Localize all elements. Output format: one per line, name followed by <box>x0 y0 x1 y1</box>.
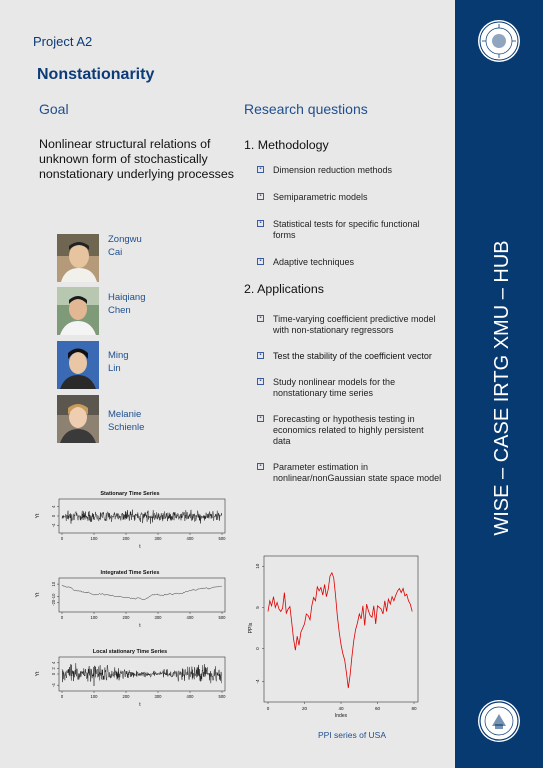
bullet-box-icon: ▪ <box>257 220 264 227</box>
sidebar-title: WISE – CASE IRTG XMU – HUB <box>491 240 513 536</box>
list-item: ▪ Statistical tests for specific functional forms <box>257 219 442 241</box>
person-photo-lin <box>57 341 99 389</box>
y-tick-label: 0 <box>51 672 56 676</box>
plot-frame <box>59 578 225 612</box>
y-tick-label: 4 <box>51 505 56 508</box>
list-item: ▪ Test the stability of the coefficient vector <box>257 351 442 362</box>
y-tick-label: 2 <box>51 667 56 670</box>
applications-list <box>257 314 442 484</box>
person-photo-schienle <box>57 395 99 443</box>
x-tick-label: 500 <box>218 615 226 620</box>
person-name-lin: Ming Lin <box>108 350 129 374</box>
x-tick-label: 0 <box>60 615 64 620</box>
ppi-series-line <box>268 573 412 688</box>
chart-stationary-svg <box>30 486 230 560</box>
ppi-caption: PPI series of USA <box>318 730 387 740</box>
x-tick-label: 400 <box>186 536 194 541</box>
section-applications-title: 2. Applications <box>244 282 324 296</box>
x-tick-label: 100 <box>90 536 98 541</box>
section-methodology-title: 1. Methodology <box>244 138 329 152</box>
chart-ppi-svg <box>244 552 424 718</box>
methodology-list <box>257 165 442 268</box>
x-axis-label: t <box>139 544 141 550</box>
bullet-box-icon: ▪ <box>257 463 264 470</box>
bullet-box-icon: ▪ <box>257 352 264 359</box>
x-tick-label: 0 <box>266 706 270 711</box>
person-photo-cai <box>57 234 99 282</box>
x-tick-label: 400 <box>186 615 194 620</box>
sidebar-title-area <box>456 206 542 570</box>
bullet-box-icon: ▪ <box>257 193 264 200</box>
y-tick-label: -4 <box>51 523 56 528</box>
x-tick-label: 200 <box>122 536 130 541</box>
x-tick-label: 300 <box>154 615 162 620</box>
list-item: ▪ Dimension reduction methods <box>257 165 442 176</box>
x-axis-label: t <box>139 702 141 708</box>
poster-title: Nonstationarity <box>37 66 155 83</box>
bullet-box-icon: ▪ <box>257 258 264 265</box>
university-seal-icon <box>478 20 520 62</box>
chart-local-svg <box>30 644 230 718</box>
chart-local <box>30 644 230 718</box>
y-tick-label: 0 <box>255 647 260 650</box>
x-tick-label: 60 <box>374 706 381 711</box>
list-item: ▪ Semiparametric models <box>257 192 442 203</box>
chart-integrated-svg <box>30 565 230 639</box>
bullet-box-icon: ▪ <box>257 166 264 173</box>
person-name-schienle: Melanie Schienle <box>108 409 145 433</box>
y-tick-label: 0 <box>51 514 56 518</box>
bullet-box-icon: ▪ <box>257 315 264 322</box>
y-tick-label: 4 <box>51 661 56 664</box>
xmu-seal-icon <box>478 700 520 742</box>
x-tick-label: 200 <box>122 694 130 699</box>
x-tick-label: 300 <box>154 694 162 699</box>
series-line <box>62 663 222 686</box>
x-tick-label: 0 <box>60 694 64 699</box>
y-tick-label: -20 <box>51 599 56 606</box>
list-item: ▪ Parameter estimation in nonlinear/nonGaussian state space model <box>257 462 442 484</box>
goal-heading: Goal <box>39 101 69 117</box>
x-tick-label: 80 <box>411 706 417 711</box>
y-axis-label: Yt <box>35 513 41 519</box>
bullet-box-icon: ▪ <box>257 378 264 385</box>
bullet-box-icon: ▪ <box>257 415 264 422</box>
y-tick-label: -10 <box>51 593 56 600</box>
person-name-cai: Zongwu Cai <box>108 234 142 258</box>
chart-title: Stationary Time Series <box>100 491 160 497</box>
y-axis-label: Yt <box>35 592 41 598</box>
plot-frame <box>264 556 418 702</box>
x-axis-label: Index <box>334 713 348 718</box>
x-tick-label: 100 <box>90 615 98 620</box>
x-tick-label: 500 <box>218 536 226 541</box>
x-tick-label: 300 <box>154 536 162 541</box>
y-axis-label: PPIs <box>248 622 254 634</box>
x-tick-label: 400 <box>186 694 194 699</box>
chart-ppi <box>244 552 424 718</box>
x-tick-label: 20 <box>301 706 308 711</box>
list-item: ▪ Time-varying coefficient predictive model with non-stationary regressors <box>257 314 442 336</box>
x-tick-label: 100 <box>90 694 98 699</box>
chart-integrated <box>30 565 230 639</box>
x-tick-label: 200 <box>122 615 130 620</box>
list-item: ▪ Study nonlinear models for the nonstationary time series <box>257 377 442 399</box>
research-heading: Research questions <box>244 101 368 117</box>
person-name-chen: Haiqiang Chen <box>108 292 146 316</box>
series-line <box>62 510 222 524</box>
y-axis-label: Yt <box>35 671 41 677</box>
y-tick-label: -4 <box>255 679 260 684</box>
project-label: Project A2 <box>33 34 93 49</box>
y-tick-label: 5 <box>255 606 260 609</box>
y-tick-label: 10 <box>255 563 260 569</box>
x-axis-label: t <box>139 623 141 629</box>
chart-title: Integrated Time Series <box>100 570 160 576</box>
goal-text: Nonlinear structural relations of unknown form of stochastically nonstationary underlying processes <box>39 137 234 181</box>
chart-title: Local stationary Time Series <box>92 649 168 655</box>
list-item: ▪ Adaptive techniques <box>257 257 442 268</box>
x-tick-label: 0 <box>60 536 64 541</box>
x-tick-label: 40 <box>338 706 344 711</box>
chart-stationary <box>30 486 230 560</box>
x-tick-label: 500 <box>218 694 226 699</box>
y-tick-label: 10 <box>51 581 56 587</box>
series-line <box>62 585 222 600</box>
person-photo-chen <box>57 287 99 335</box>
list-item: ▪ Forecasting or hypothesis testing in economics related to highly persistent data <box>257 414 442 447</box>
y-tick-label: -4 <box>51 683 56 688</box>
